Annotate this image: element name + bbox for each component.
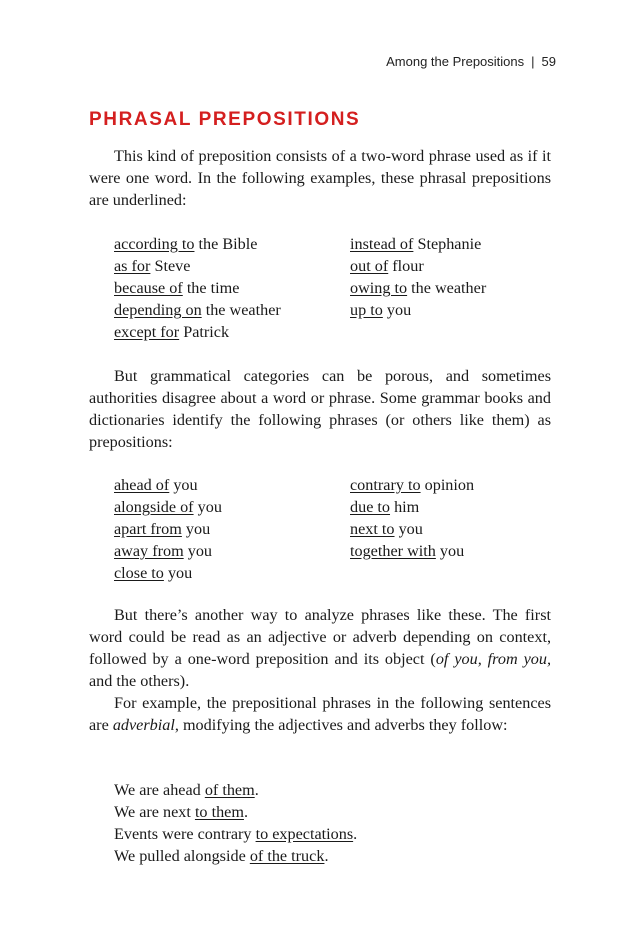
list2-right-column [350,474,474,562]
running-head [386,54,556,69]
running-title: Among the Prepositions [386,54,525,69]
list-item: alongside of you [114,498,222,516]
paragraph-2 [89,365,551,453]
list-item: up to you [350,301,412,319]
example-sentences [114,779,357,867]
paragraph-3: But there’s another way to analyze phrases like these. The first word could be read as an adjective or adverb depending on context, followed by a one-word preposition and its object (of you, from you, and the others). [89,606,552,690]
list-item: contrary to opinion [350,476,475,494]
list1-right-column [350,233,486,321]
header-separator: | [531,54,535,69]
list-item: because of the time [114,279,240,297]
paragraph-4: For example, the prepositional phrases in the following sentences are adverbial, modifying the adjectives and adverbs they follow: [89,694,551,734]
list-item: out of flour [350,257,424,275]
list1-left-column [114,233,281,343]
paragraph-2-text: But grammatical categories can be porous, and sometimes authorities disagree about a word or phrase. Some grammar books and dictionaries identify the following phrases (or others like them) as prepositions: [89,367,551,451]
list-item: as for Steve [114,257,191,275]
section-heading: PHRASAL PREPOSITIONS [89,109,361,130]
example-sentence: We are next to them. [114,803,248,821]
example-sentence: We pulled alongside of the truck. [114,847,329,865]
list-item: except for Patrick [114,323,230,341]
list-item: according to the Bible [114,235,258,253]
intro-paragraph [89,145,551,211]
list-item: away from you [114,542,212,560]
list2-left-column [114,474,222,584]
list-item: close to you [114,564,193,582]
paragraph-3-italic: of you, from you, [435,650,552,668]
example-sentence: We are ahead of them. [114,781,259,799]
list-item: depending on the weather [114,301,281,319]
example-sentence: Events were contrary to expectations. [114,825,358,843]
list-item: ahead of you [114,476,198,494]
list-item: apart from you [114,520,211,538]
list-item: instead of Stephanie [350,235,482,253]
list-item: due to him [350,498,420,516]
list-item: owing to the weather [350,279,487,297]
list-item: next to you [350,520,423,538]
list-item: together with you [350,542,465,560]
intro-text: This kind of preposition consists of a two-word phrase used as if it were one word. In the following examples, these phrasal prepositions are underlined: [89,147,551,209]
page-number: 59 [541,54,556,69]
paragraph-4-italic: adverbial [112,716,175,734]
